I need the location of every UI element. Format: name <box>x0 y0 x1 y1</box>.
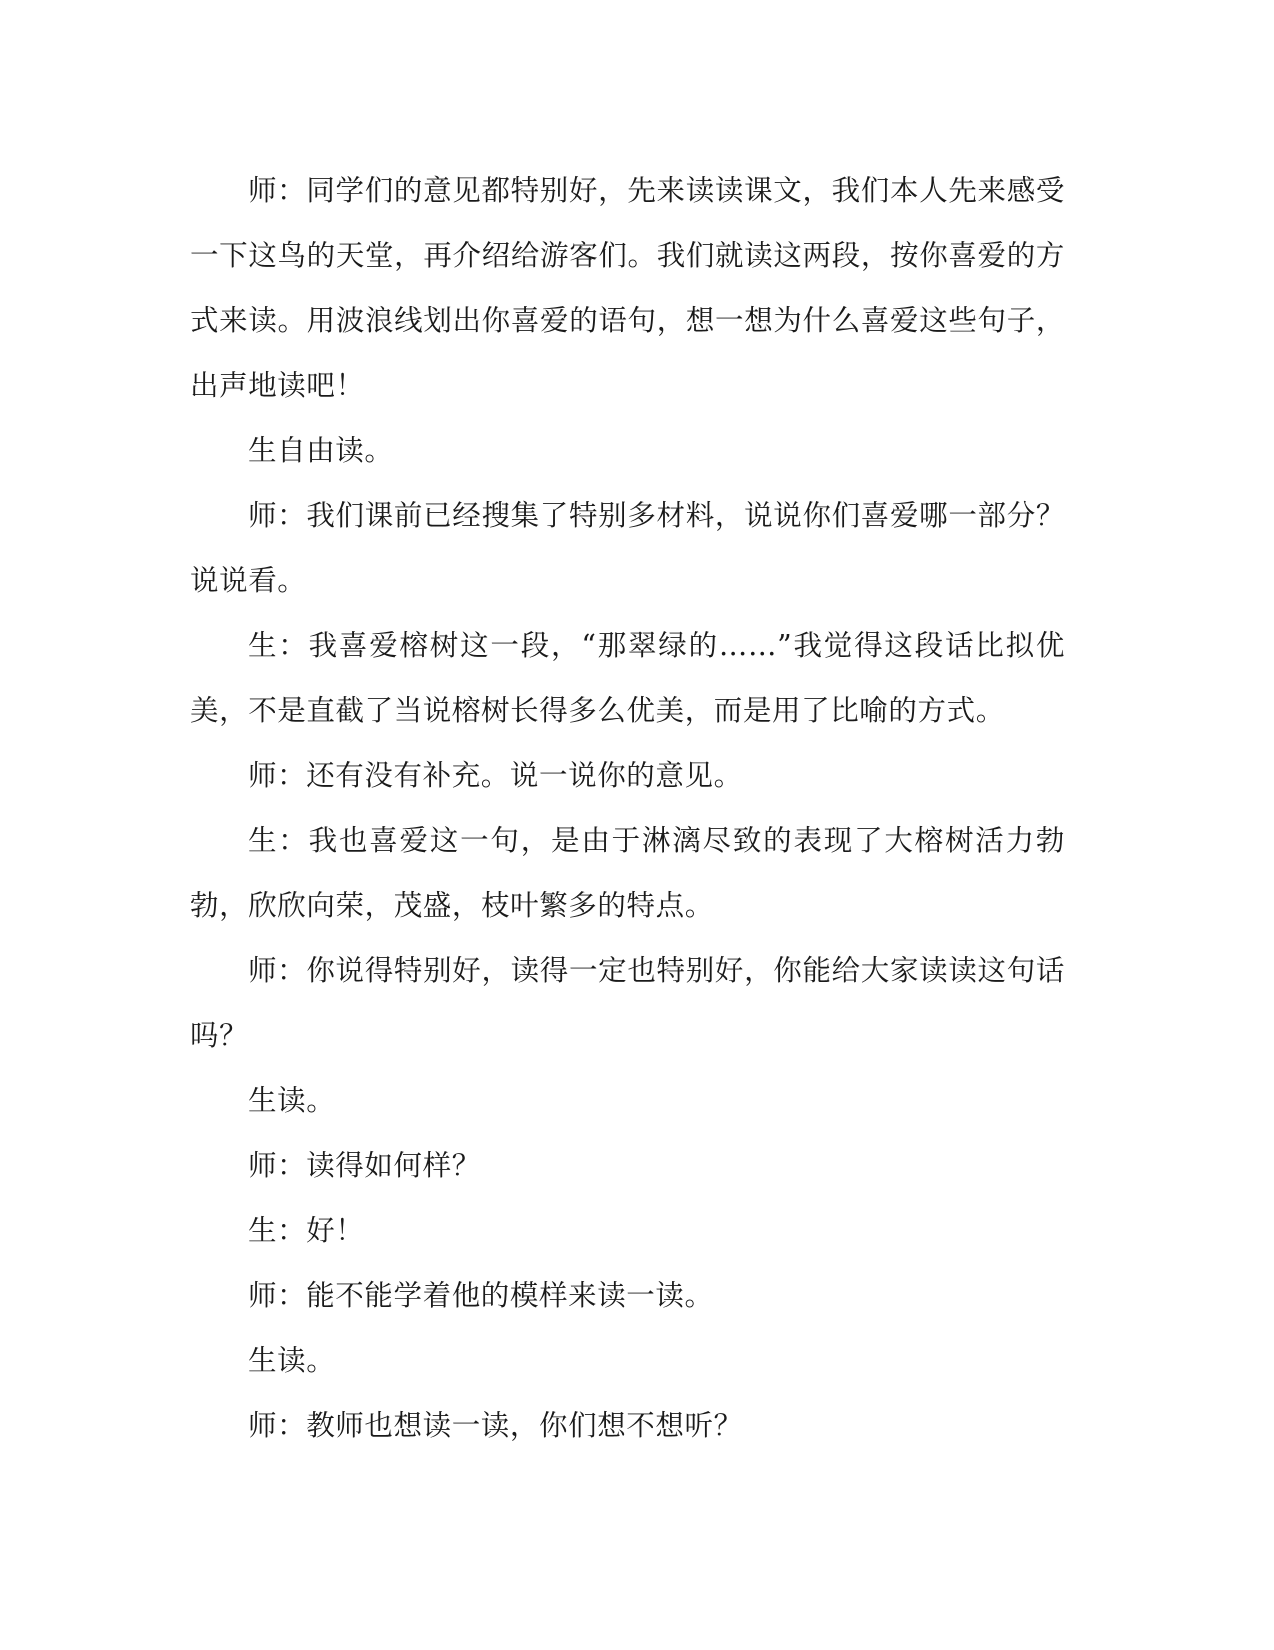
paragraph-teacher-reads: 师：教师也想读一读，你们想不想听？ <box>248 1409 743 1442</box>
paragraph-teacher-question: 师：我们课前已经搜集了特别多材料，说说你们喜爱哪一部分？说说看。 <box>190 499 1065 597</box>
paragraph-teacher-how: 师：读得如何样？ <box>248 1149 481 1182</box>
paragraph-students-read: 生自由读。 <box>248 434 394 467</box>
paragraph-student-reads-1: 生读。 <box>248 1084 336 1117</box>
paragraph-teacher-imitate: 师：能不能学着他的模样来读一读。 <box>248 1279 714 1312</box>
document-body <box>190 158 1065 1458</box>
paragraph-student-good: 生：好！ <box>248 1214 365 1247</box>
paragraph-teacher-supplement: 师：还有没有补充。说一说你的意见。 <box>248 759 743 792</box>
paragraph-student-agree: 生：我也喜爱这一句，是由于淋漓尽致的表现了大榕树活力勃勃，欣欣向荣，茂盛，枝叶繁多的特点。 <box>190 824 1065 922</box>
paragraph-teacher-intro: 师：同学们的意见都特别好，先来读读课文，我们本人先来感受一下这鸟的天堂，再介绍给游客们。我们就读这两段，按你喜爱的方式来读。用波浪线划出你喜爱的语句，想一想为什么喜爱这些句子，出声地读吧！ <box>190 174 1065 402</box>
paragraph-student-reads-2: 生读。 <box>248 1344 336 1377</box>
paragraph-student-banyan: 生：我喜爱榕树这一段，“那翠绿的……”我觉得这段话比拟优美，不是直截了当说榕树长得多么优美，而是用了比喻的方式。 <box>190 629 1065 727</box>
paragraph-teacher-praise: 师：你说得特别好，读得一定也特别好，你能给大家读读这句话吗？ <box>190 954 1065 1052</box>
